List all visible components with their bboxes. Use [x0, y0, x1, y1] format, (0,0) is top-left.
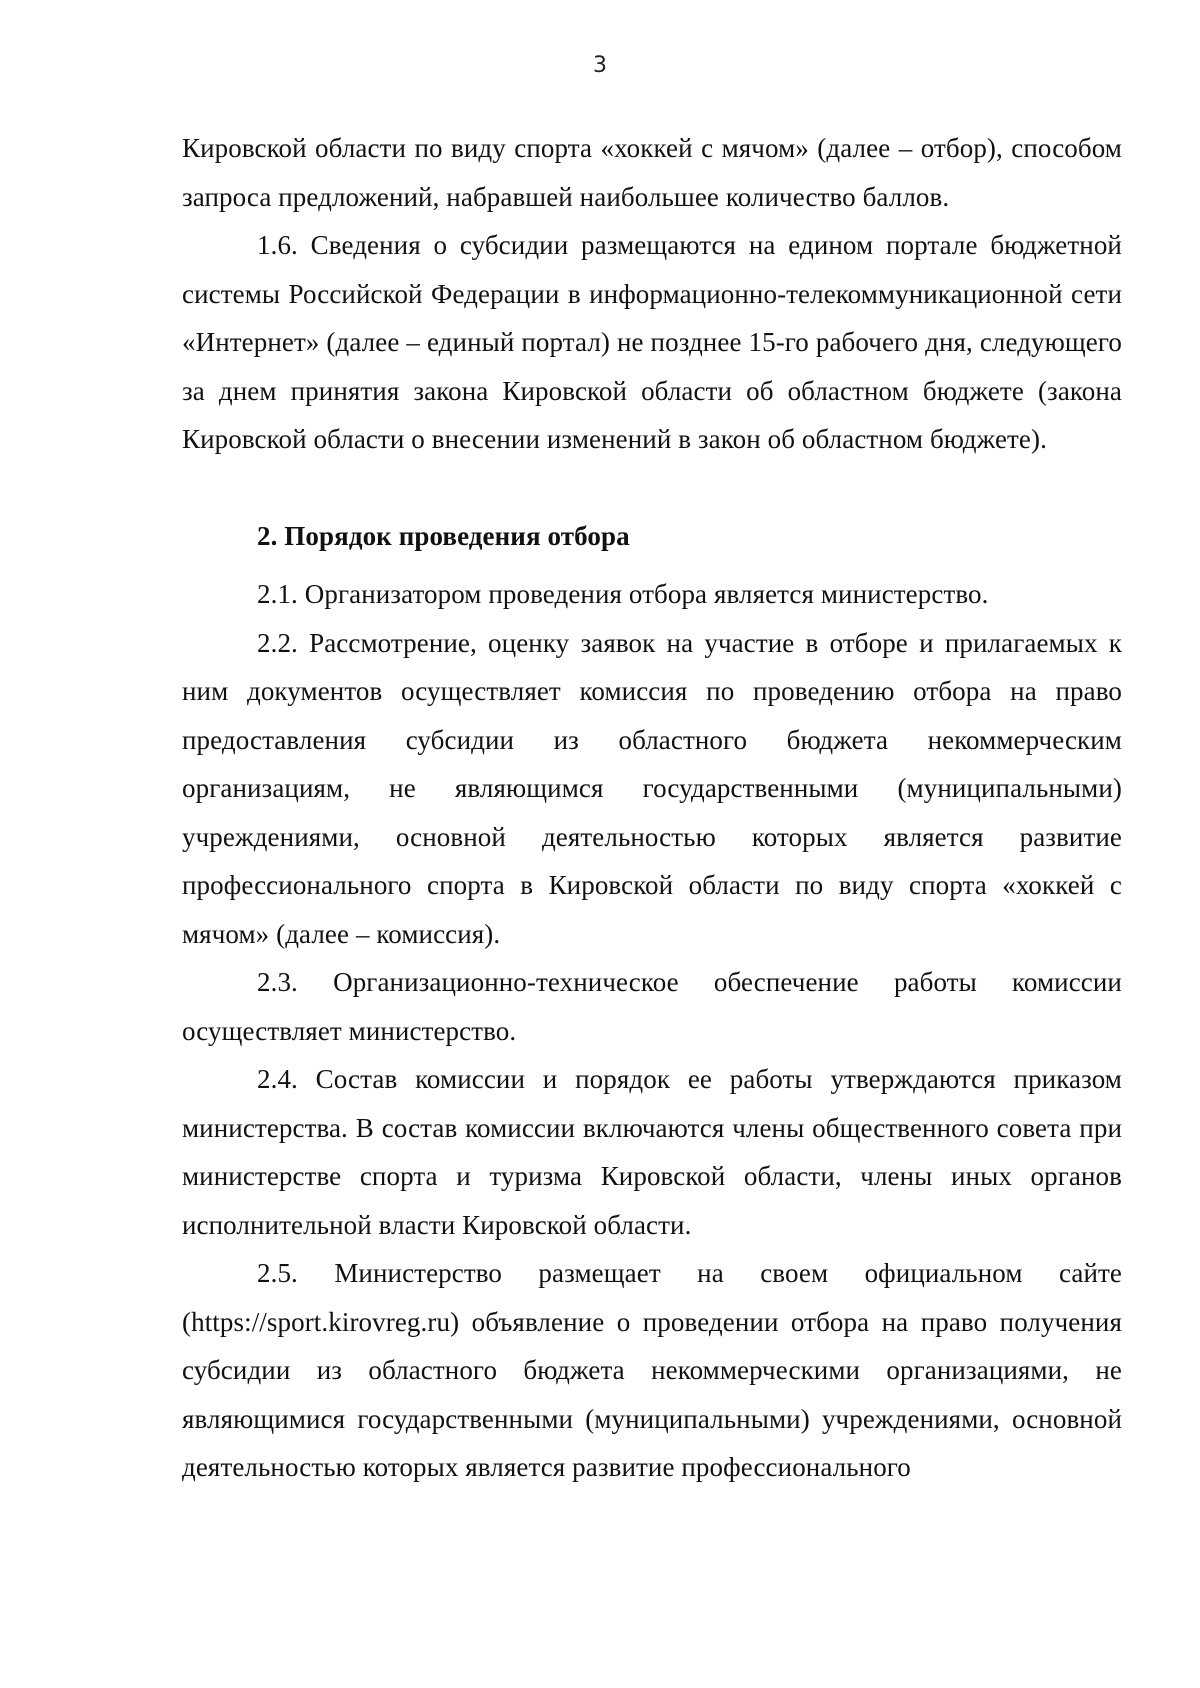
- page-number: 3: [592, 53, 608, 78]
- section-heading: 2. Порядок проведения отбора: [257, 520, 630, 551]
- paragraph-2-5: 2.5. Министерство размещает на своем официальном сайте (https://sport.kirovreg.ru) объявление о проведении отбора на право получения субсидии из областного бюджета некоммерческими организациями, не являющимися государственными (муниципальными) учреждениями, основной деятельностью которых является развитие профессионального: [182, 1258, 1122, 1482]
- paragraph-2-3: 2.3. Организационно-техническое обеспечение работы комиссии осуществляет министерство.: [182, 967, 1122, 1046]
- paragraph-2-1: 2.1. Организатором проведения отбора является министерство.: [257, 579, 989, 609]
- paragraph-2-4: 2.4. Состав комиссии и порядок ее работы утверждаются приказом министерства. В состав комиссии включаются члены общественного совета при министерстве спорта и туризма Кировской области, члены иных органов исполнительной власти Кировской области.: [182, 1064, 1122, 1240]
- paragraph-2-2: 2.2. Рассмотрение, оценку заявок на участие в отборе и прилагаемых к ним документов осуществляет комиссия по проведению отбора на право предоставления субсидии из областного бюджета некоммерческим организациям, не являющимся государственными (муниципальными) учреждениями, основной деятельностью которых является развитие профессионального спорта в Кировской области по виду спорта «хоккей с мячом» (далее – комиссия).: [182, 627, 1122, 949]
- paragraph-1-6: 1.6. Сведения о субсидии размещаются на едином портале бюджетной системы Российской Федерации в информационно-телекоммуникационной сети «Интернет» (далее – единый портал) не позднее 15-го рабочего дня, следующего за днем принятия закона Кировской области об областном бюджете (закона Кировской области о внесении изменений в закон об областном бюджете).: [182, 230, 1122, 454]
- paragraph-continuation: Кировской области по виду спорта «хоккей с мячом» (далее – отбор), способом запроса предложений, набравшей наибольшее количество баллов.: [182, 133, 1122, 212]
- document-body: [182, 124, 1122, 1492]
